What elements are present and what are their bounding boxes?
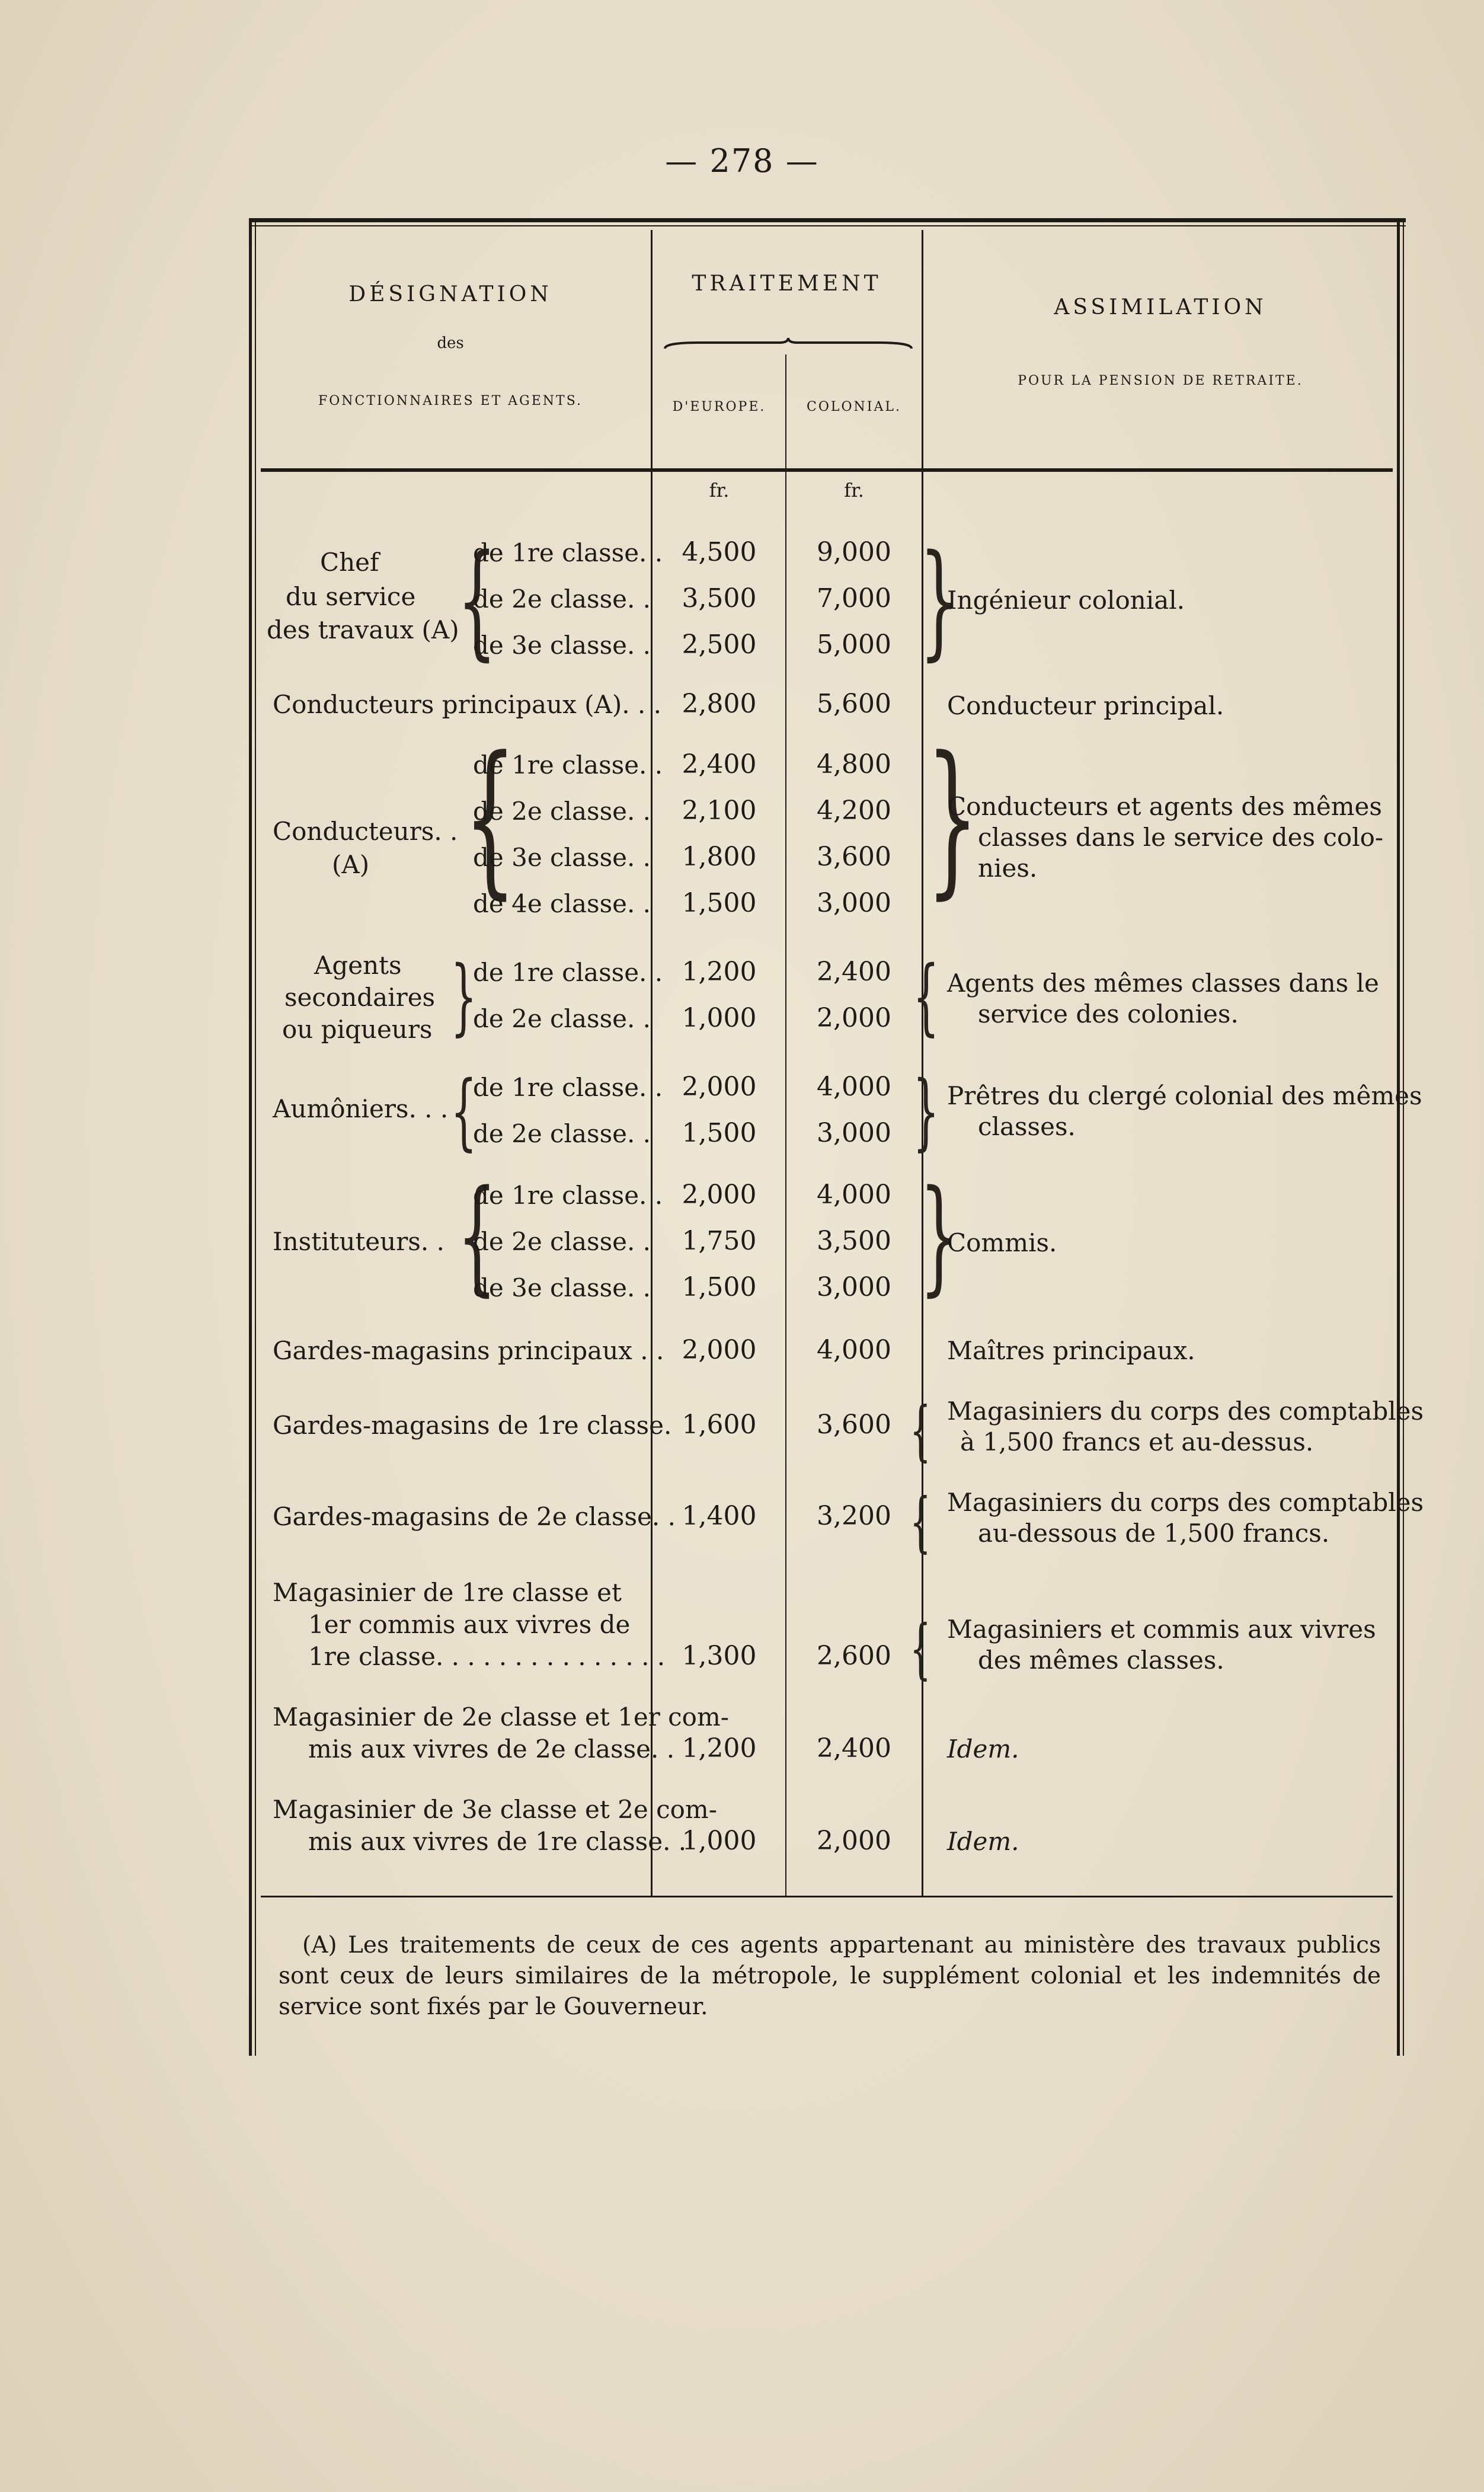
agents-label-3: ou piqueurs — [282, 1015, 433, 1044]
gm1-label: Gardes-magasins de 1re classe. — [273, 1411, 672, 1440]
mag1-eu: 1,300 — [682, 1641, 757, 1671]
instituteurs-class-1: de 1re classe. . — [473, 1181, 663, 1210]
gm2-assim-2: au-dessous de 1,500 francs. — [978, 1519, 1330, 1548]
gm1-col: 3,600 — [817, 1410, 891, 1440]
mag3-eu: 1,000 — [682, 1826, 757, 1856]
conducteurs-class-2: de 2e classe. . — [473, 797, 651, 826]
instituteurs-assimilation: Commis. — [947, 1228, 1057, 1257]
mag1-col: 2,600 — [817, 1641, 891, 1671]
gm-princ-assimilation: Maîtres principaux. — [947, 1336, 1195, 1365]
aumoniers-eu-2: 1,500 — [682, 1118, 757, 1148]
chef-label-2: du service — [286, 582, 416, 611]
agents-brace-right: { — [913, 948, 939, 1045]
aumoniers-assim-1: Prêtres du clergé colonial des mêmes — [947, 1081, 1422, 1110]
gm1-assim-2: à 1,500 francs et au-dessus. — [960, 1427, 1314, 1456]
agents-col-2: 2,000 — [817, 1003, 891, 1033]
gm1-assim-1: Magasiniers du corps des comptables — [947, 1397, 1424, 1426]
agents-class-2: de 2e classe. . — [473, 1004, 651, 1033]
gm2-eu: 1,400 — [682, 1501, 757, 1531]
mag2-eu: 1,200 — [682, 1733, 757, 1763]
chef-col-1: 9,000 — [817, 537, 891, 567]
conducteurs-assim-1: Conducteurs et agents des mêmes — [947, 792, 1382, 821]
aumoniers-assim-2: classes. — [978, 1112, 1076, 1141]
conducteurs-class-1: de 1re classe. . — [473, 750, 663, 779]
agents-label-1: Agents — [314, 951, 402, 980]
conducteurs-eu-2: 2,100 — [682, 795, 757, 826]
mag3-label-2: mis aux vivres de 1re classe. . — [308, 1827, 687, 1856]
instituteurs-col-3: 3,000 — [817, 1272, 891, 1302]
chef-label-1: Chef — [320, 548, 379, 577]
header-bottom-rule — [261, 468, 1393, 472]
conducteurs-col-2: 4,200 — [817, 795, 891, 826]
chef-col-2: 7,000 — [817, 583, 891, 614]
mag2-col: 2,400 — [817, 1733, 891, 1763]
table-top-rule — [249, 218, 1406, 222]
conducteurs-assim-2: classes dans le service des colo- — [978, 823, 1384, 852]
aumoniers-brace-right: } — [913, 1063, 939, 1160]
instituteurs-col-2: 3,500 — [817, 1226, 891, 1256]
footnote: (A) Les traitements de ceux de ces agents appartenant au ministère des travaux publics sont ceux de leurs similaires de la métropole, le supplément colonial et les indemnités de service sont fixés par le Gouverneur. — [279, 1932, 1381, 2020]
conducteurs-label-1: Conducteurs. . — [273, 817, 458, 846]
table-right-rule — [1397, 218, 1400, 2056]
unit-colonial: fr. — [844, 479, 864, 501]
agents-assim-2: service des colonies. — [978, 999, 1239, 1028]
conducteurs-class-3: de 3e classe. . — [473, 843, 651, 872]
gm1-brace: { — [910, 1392, 931, 1468]
instituteurs-class-2: de 2e classe. . — [473, 1227, 651, 1256]
gm2-assim-1: Magasiniers du corps des comptables — [947, 1488, 1424, 1517]
header-designation-des: des — [437, 334, 464, 352]
agents-eu-1: 1,200 — [682, 957, 757, 987]
conducteurs-eu-3: 1,800 — [682, 842, 757, 872]
instituteurs-eu-2: 1,750 — [682, 1226, 757, 1256]
header-assimilation: ASSIMILATION — [1054, 295, 1267, 320]
mag3-label-1: Magasinier de 3e classe et 2e com- — [273, 1795, 717, 1824]
chef-class-3: de 3e classe. . — [473, 631, 651, 660]
mag1-label-1: Magasinier de 1re classe et — [273, 1578, 622, 1607]
mag2-assimilation: Idem. — [947, 1734, 1019, 1763]
agents-label-2: secondaires — [284, 983, 436, 1012]
conducteurs-col-3: 3,600 — [817, 842, 891, 872]
chef-brace-right: } — [919, 528, 960, 673]
chef-col-3: 5,000 — [817, 630, 891, 660]
agents-assim-1: Agents des mêmes classes dans le — [947, 969, 1379, 998]
agents-eu-2: 1,000 — [682, 1003, 757, 1033]
conducteurs-label-2: (A) — [332, 850, 370, 879]
conducteurs-eu-1: 2,400 — [682, 749, 757, 779]
chef-class-2: de 2e classe. . — [473, 584, 651, 614]
table-bottom-rule — [261, 1896, 1393, 1897]
cond-princ-assimilation: Conducteur principal. — [947, 691, 1224, 720]
chef-brace-left: { — [457, 528, 497, 673]
cond-princ-col: 5,600 — [817, 689, 891, 719]
traitement-brace — [664, 337, 913, 351]
table-right-rule-thin — [1403, 218, 1404, 2056]
aumoniers-eu-1: 2,000 — [682, 1072, 757, 1102]
header-europe: D'EUROPE. — [672, 400, 766, 414]
conducteurs-class-4: de 4e classe. . — [473, 889, 651, 918]
header-assimilation-sub: POUR LA PENSION DE RETRAITE. — [1018, 373, 1303, 388]
gm-princ-eu: 2,000 — [682, 1335, 757, 1365]
table-left-rule — [249, 218, 252, 2056]
instituteurs-brace-left: { — [457, 1163, 497, 1308]
page-number: — 278 — — [665, 142, 819, 180]
mag2-label-2: mis aux vivres de 2e classe. . — [308, 1734, 675, 1763]
unit-europe: fr. — [709, 479, 730, 501]
chef-label-3: des travaux (A) — [267, 615, 459, 644]
chef-class-1: de 1re classe. . — [473, 538, 663, 567]
header-designation: DÉSIGNATION — [348, 282, 552, 306]
instituteurs-eu-3: 1,500 — [682, 1272, 757, 1302]
agents-brace-left: } — [450, 948, 477, 1045]
salary-table — [249, 218, 1424, 2056]
chef-assimilation: Ingénieur colonial. — [947, 586, 1185, 615]
mag2-label-1: Magasinier de 2e classe et 1er com- — [273, 1702, 729, 1731]
conducteurs-col-1: 4,800 — [817, 749, 891, 779]
agents-class-1: de 1re classe. . — [473, 958, 663, 987]
conducteurs-assim-3: nies. — [978, 854, 1038, 883]
gm-princ-col: 4,000 — [817, 1335, 891, 1365]
aumoniers-label: Aumôniers. . . — [273, 1094, 449, 1123]
instituteurs-col-1: 4,000 — [817, 1180, 891, 1210]
conducteurs-brace-left: { — [463, 721, 517, 915]
conducteurs-eu-4: 1,500 — [682, 888, 757, 918]
agents-col-1: 2,400 — [817, 957, 891, 987]
header-colonial: COLONIAL. — [807, 400, 901, 414]
mag3-assimilation: Idem. — [947, 1827, 1019, 1856]
mag1-assim-1: Magasiniers et commis aux vivres — [947, 1615, 1376, 1644]
aumoniers-class-1: de 1re classe. . — [473, 1073, 663, 1102]
mag1-brace: { — [910, 1611, 931, 1686]
conducteurs-brace-right: } — [926, 721, 979, 915]
chef-eu-3: 2,500 — [682, 630, 757, 660]
mag1-assim-2: des mêmes classes. — [978, 1646, 1224, 1675]
header-designation-sub: FONCTIONNAIRES ET AGENTS. — [318, 394, 583, 408]
cond-princ-eu: 2,800 — [682, 689, 757, 719]
gm2-brace: { — [910, 1484, 931, 1560]
mag1-label-3: 1re classe. . . . . . . . . . . . . . . — [308, 1642, 666, 1671]
gm2-col: 3,200 — [817, 1501, 891, 1531]
aumoniers-class-2: de 2e classe. . — [473, 1119, 651, 1148]
gm-princ-label: Gardes-magasins principaux . . — [273, 1336, 664, 1365]
gm2-label: Gardes-magasins de 2e classe. . — [273, 1502, 676, 1531]
conducteurs-col-4: 3,000 — [817, 888, 891, 918]
aumoniers-col-2: 3,000 — [817, 1118, 891, 1148]
instituteurs-label: Instituteurs. . — [273, 1227, 444, 1256]
instituteurs-brace-right: } — [919, 1163, 960, 1308]
gm1-eu: 1,600 — [682, 1410, 757, 1440]
mag3-col: 2,000 — [817, 1826, 891, 1856]
cond-princ-label: Conducteurs principaux (A). . . — [273, 690, 661, 719]
aumoniers-brace-left: { — [450, 1063, 477, 1160]
instituteurs-eu-1: 2,000 — [682, 1180, 757, 1210]
instituteurs-class-3: de 3e classe. . — [473, 1273, 651, 1302]
chef-eu-1: 4,500 — [682, 537, 757, 567]
table-left-rule-thin — [255, 218, 256, 2056]
chef-eu-2: 3,500 — [682, 583, 757, 614]
header-traitement: TRAITEMENT — [692, 271, 882, 296]
mag1-label-2: 1er commis aux vivres de — [308, 1610, 631, 1639]
aumoniers-col-1: 4,000 — [817, 1072, 891, 1102]
table-top-rule-thin — [249, 225, 1406, 226]
